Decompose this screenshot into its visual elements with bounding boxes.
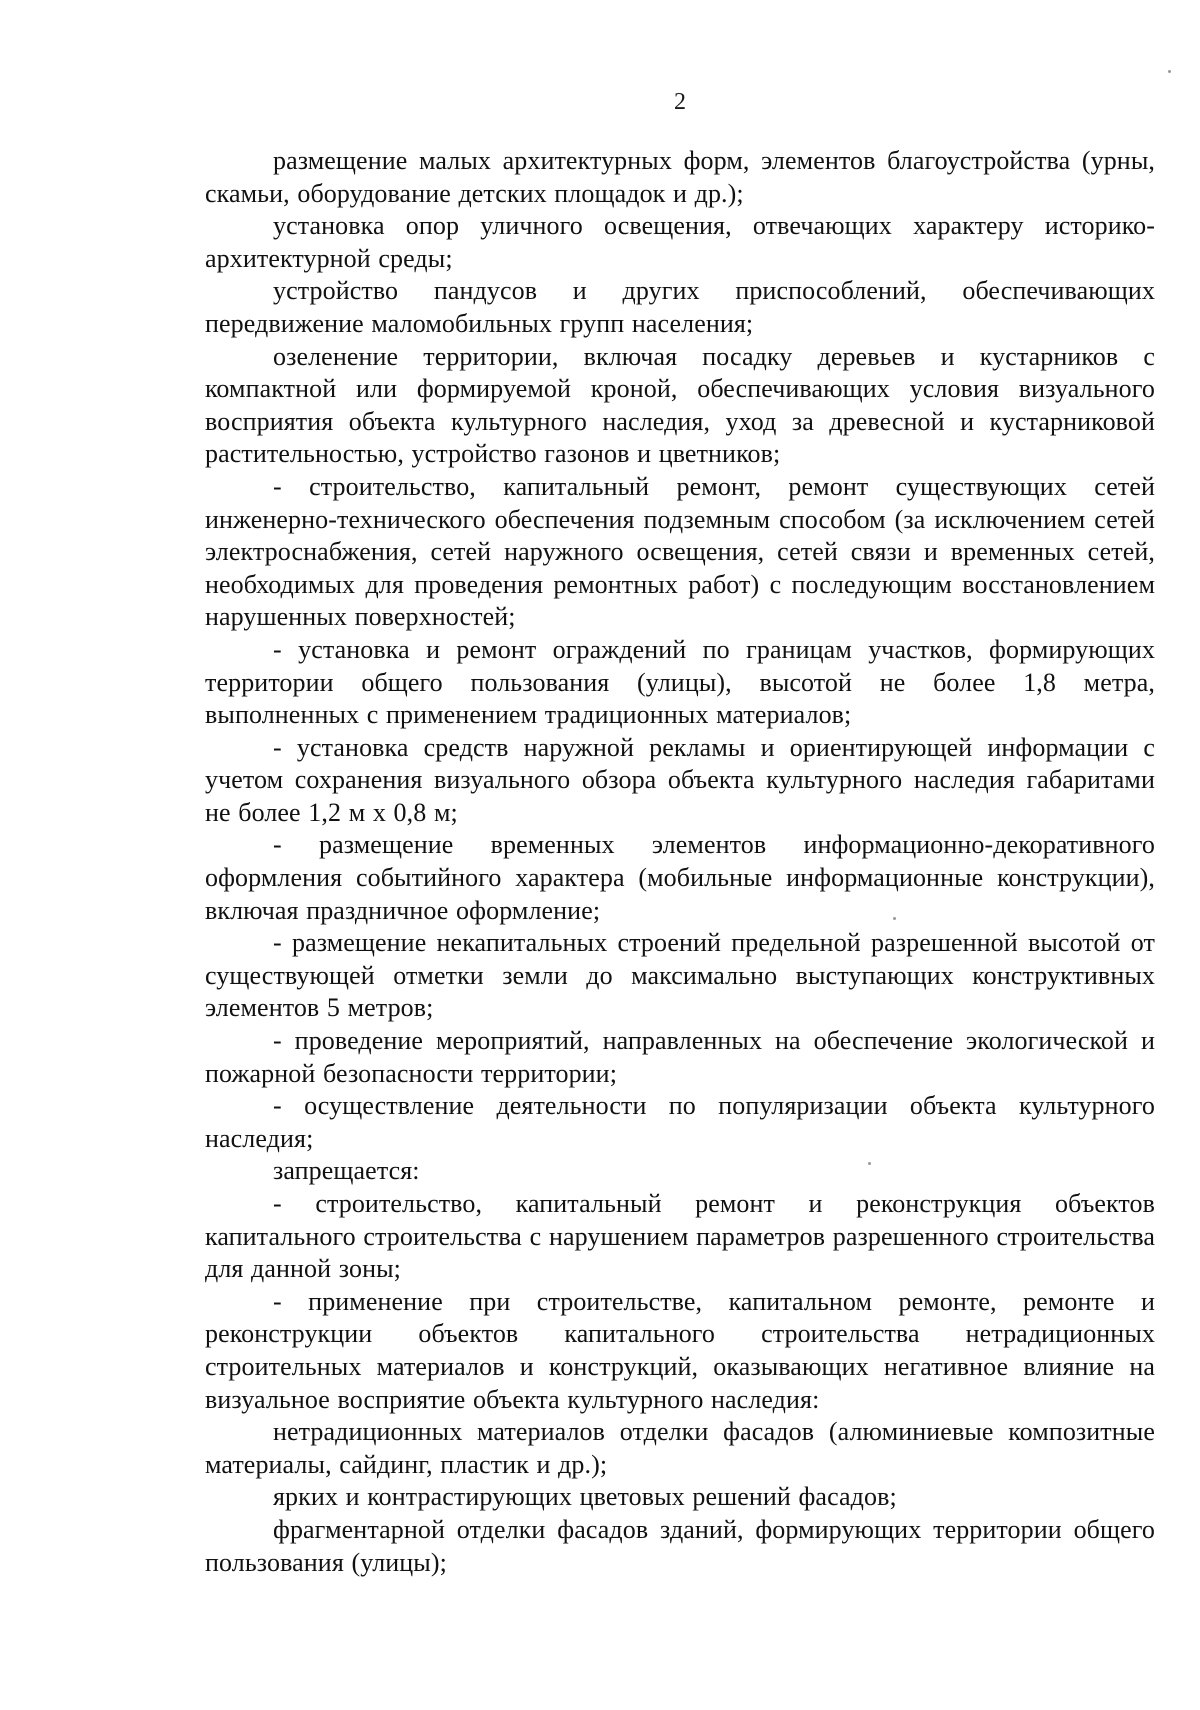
paragraph: - размещение некапитальных строений предельной разрешенной высотой от существующей отметки земли до максимально выступающих конструктивных элементов 5 метров; xyxy=(205,928,1155,1023)
paragraph: нетрадиционных материалов отделки фасадов (алюминиевые композитные материалы, сайдинг, пластик и др.); xyxy=(205,1417,1155,1479)
paragraph: размещение малых архитектурных форм, элементов благоустройства (урны, скамьи, оборудование детских площадок и др.); xyxy=(205,146,1155,208)
scan-speck xyxy=(868,1162,871,1165)
paragraph: устройство пандусов и других приспособлений, обеспечивающих передвижение маломобильных групп населения; xyxy=(205,276,1155,338)
paragraph: - размещение временных элементов информационно-декоративного оформления событийного характера (мобильные информационные конструкции), включая праздничное оформление; xyxy=(205,830,1155,925)
paragraph: - осуществление деятельности по популяризации объекта культурного наследия; xyxy=(205,1091,1155,1153)
paragraph: ярких и контрастирующих цветовых решений фасадов; xyxy=(273,1482,897,1512)
paragraph: - установка средств наружной рекламы и ориентирующей информации с учетом сохранения визуального обзора объекта культурного наследия габаритами не более 1,2 м х 0,8 м; xyxy=(205,732,1155,827)
paragraph: - строительство, капитальный ремонт, ремонт существующих сетей инженерно-технического обеспечения подземным способом (за исключением сетей электроснабжения, сетей наружного освещения, сетей связи и временных сетей, необходимых для проведения ремонтных работ) с последующим восстановлением нарушенных поверхностей; xyxy=(205,471,1155,632)
scan-speck xyxy=(893,917,896,920)
paragraph: фрагментарной отделки фасадов зданий, формирующих территории общего пользования (улицы); xyxy=(205,1514,1155,1577)
paragraph: - установка и ремонт ограждений по границам участков, формирующих территории общего пользования (улицы), высотой не более 1,8 метра, выполненных с применением традиционных материалов; xyxy=(205,634,1155,730)
paragraph: - строительство, капитальный ремонт и реконструкция объектов капитального строительства с нарушением параметров разрешенного строительства для данной зоны; xyxy=(205,1189,1155,1284)
scan-speck xyxy=(1168,70,1171,73)
paragraph: - применение при строительстве, капитальном ремонте, ремонте и реконструкции объектов капитального строительства нетрадиционных строительных материалов и конструкций, оказывающих негативное влияние на визуальное восприятие объекта культурного наследия: xyxy=(205,1286,1155,1414)
document-body xyxy=(205,145,1155,1579)
paragraph: запрещается: xyxy=(273,1156,420,1186)
page-number: 2 xyxy=(674,89,686,115)
paragraph: - проведение мероприятий, направленных на обеспечение экологической и пожарной безопасности территории; xyxy=(205,1026,1155,1088)
paragraph: установка опор уличного освещения, отвечающих характеру историко-архитектурной среды; xyxy=(205,211,1155,273)
paragraph: озеленение территории, включая посадку деревьев и кустарников с компактной или формируемой кроной, обеспечивающих условия визуального восприятия объекта культурного наследия, уход за древесной и кустарниковой растительностью, устройство газонов и цветников; xyxy=(205,341,1155,469)
